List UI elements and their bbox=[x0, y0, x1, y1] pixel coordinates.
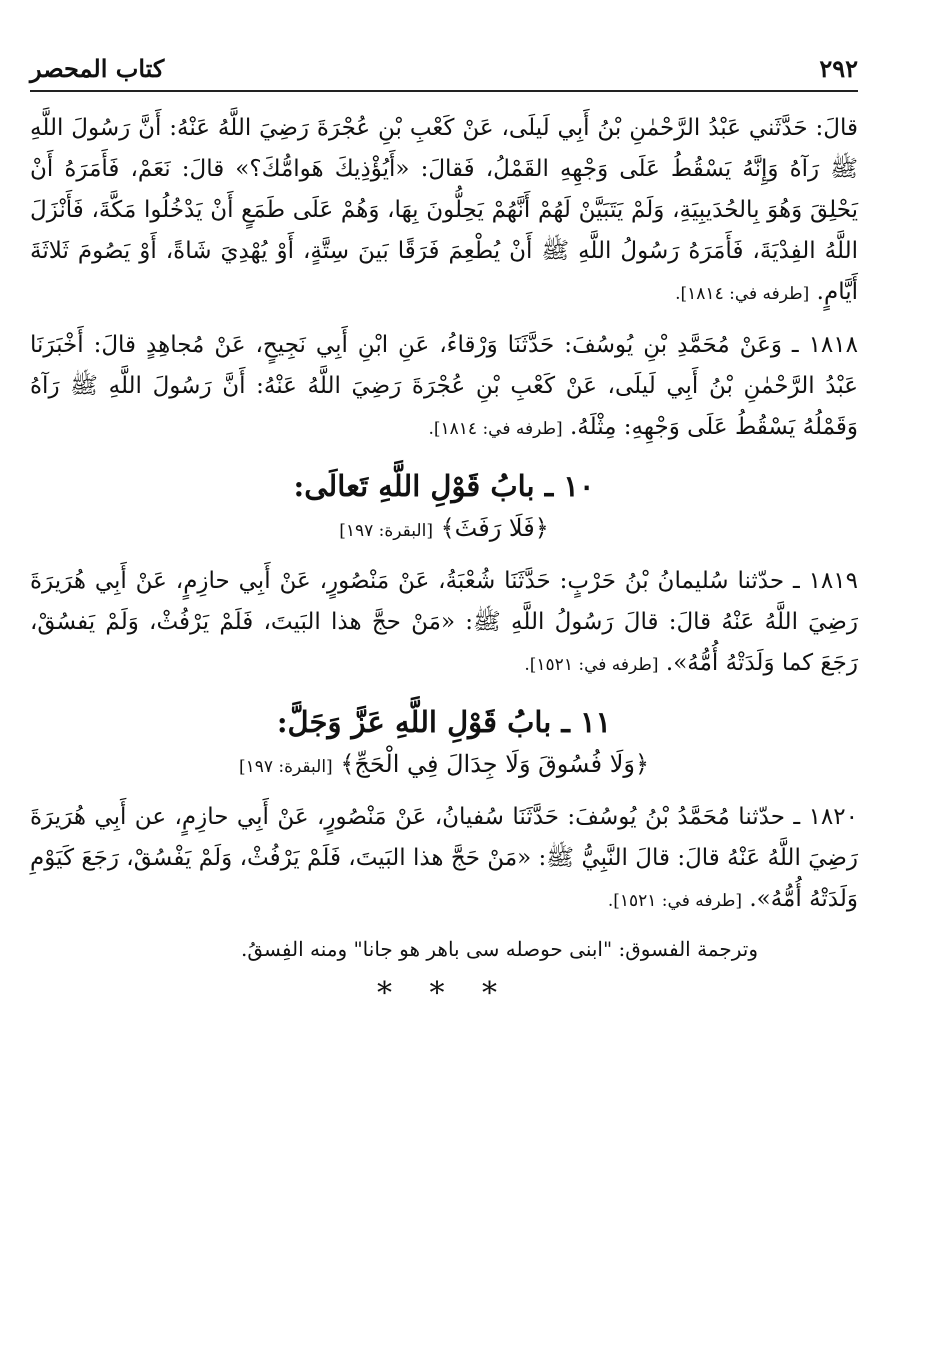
hadith-text: ١٨١٩ ـ حدّثنا سُليمانُ بْنُ حَرْبٍ: حَدَّثَنَا شُعْبَةُ، عَنْ مَنْصُورٍ، عَنْ أَبِي حازِمٍ، عَنْ أَبِي هُرَيرَةَ رَضِيَ اللَّهُ عَنْهُ قالَ: قالَ رَسُولُ اللَّهِ ﷺ: «مَنْ حجَّ هذا البَيتَ، فَلَمْ يَرْفُثْ، وَلَمْ يَفسُقْ، رَجَعَ كما وَلَدَتْهُ أُمُّهُ». bbox=[30, 568, 858, 676]
book-title: كتاب المحصر bbox=[30, 54, 165, 83]
verse-reference: [البقرة: ١٩٧] bbox=[339, 521, 433, 541]
hadith-text: ١٨١٨ ـ وَعَنْ مُحَمَّدِ بْنِ يُوسُفَ: حَدَّثَنَا وَرْقاءُ، عَنِ ابْنِ أَبِي نَجِيحٍ، عَنْ مُجاهِدٍ قالَ: أَخْبَرَنَا عَبْدُ الرَّحْمٰنِ بْنُ أَبِي لَيلَى، عَنْ كَعْبِ بْنِ عُجْرَةَ رَضِيَ اللَّهُ عَنْهُ: أَنَّ رَسُولَ اللَّهِ ﷺ رَآهُ وَقَمْلُهُ يَسْقُطُ عَلَى وَجْهِهِ: مِثْلَهُ. bbox=[30, 332, 858, 440]
quran-verse: ﴿وَلَا فُسُوقَ وَلَا جِدَالَ فِي الْحَجِّ﴾ bbox=[340, 750, 650, 778]
hadith-1819 bbox=[30, 561, 858, 686]
page-content bbox=[30, 108, 858, 1011]
cross-reference: [طرفه في: ١٨١٤]. bbox=[675, 284, 810, 304]
quran-verse: ﴿فَلَا رَفَثَ﴾ bbox=[440, 514, 549, 542]
page-header bbox=[30, 50, 858, 92]
chapter-10-heading: ١٠ ـ بابُ قَوْلِ اللَّهِ تَعالَى: bbox=[293, 469, 595, 503]
hadith-text: ١٨٢٠ ـ حدّثنا مُحَمَّدُ بْنُ يُوسُفَ: حَدَّثَنَا سُفيانُ، عَنْ مَنْصُورٍ، عَنْ أَبِي حازِمٍ، عن أَبِي هُرَيرَةَ رَضِيَ اللَّهُ عَنْهُ قالَ: قالَ النَّبِيُّ ﷺ: «مَنْ حَجَّ هذا البَيتَ، فَلَمْ يَرْفُثْ، وَلَمْ يَفْسُقْ، رَجَعَ كَيَوْمِ وَلَدَتْهُ أُمُّهُ». bbox=[30, 804, 858, 912]
chapter-11-verse bbox=[30, 744, 858, 787]
hadith-paragraph-1 bbox=[30, 108, 858, 315]
cross-reference: [طرفه في: ١٥٢١]. bbox=[607, 891, 743, 911]
section-end-mark: * * * bbox=[376, 976, 512, 1011]
hadith-1818 bbox=[30, 325, 858, 450]
hadith-1820 bbox=[30, 797, 858, 922]
page-number: ٢٩٢ bbox=[819, 54, 858, 83]
translation-note: وترجمة الفسوق: "ابنى حوصله سى باهر هو جانا" ومنه الفِسقُ. bbox=[240, 937, 758, 961]
chapter-10-verse bbox=[30, 508, 858, 551]
verse-reference: [البقرة: ١٩٧] bbox=[238, 757, 333, 777]
hadith-text: قالَ: حَدَّثَني عَبْدُ الرَّحْمٰنِ بْنُ أَبِي لَيلَى، عَنْ كَعْبِ بْنِ عُجْرَةَ رَضِيَ اللَّهُ عَنْهُ: أَنَّ رَسُولَ اللَّهِ ﷺ رَآهُ وَإِنَّهُ يَسْقُطُ عَلَى وَجْهِهِ القَمْلُ، فَقالَ: «أَيُؤْذِيكَ هَوامُّكَ؟» قالَ: نَعَمْ، فَأَمَرَهُ أَنْ يَحْلِقَ وَهُوَ بِالحُدَيبِيَةِ، وَلَمْ يَتَبَيَّنْ لَهُمْ أَنَّهُمْ يَحِلُّونَ بِهَا، وَهُمْ عَلَى طَمَعٍ أَنْ يَدْخُلُوا مَكَّةَ، فَأَنْزَلَ اللَّهُ الفِدْيَةَ، فَأَمَرَهُ رَسُولُ اللَّهِ ﷺ أَنْ يُطْعِمَ فَرَقًا بَينَ سِتَّةٍ، أَوْ يُهْدِيَ شَاةً، أَوْ يَصُومَ ثَلاثَةَ أَيَّامٍ. bbox=[30, 115, 858, 305]
cross-reference: [طرفه في: ١٨١٤]. bbox=[428, 419, 563, 439]
cross-reference: [طرفه في: ١٥٢١]. bbox=[524, 655, 659, 675]
chapter-11-heading: ١١ ـ بابُ قَوْلِ اللَّهِ عَزَّ وَجَلَّ: bbox=[276, 705, 612, 739]
